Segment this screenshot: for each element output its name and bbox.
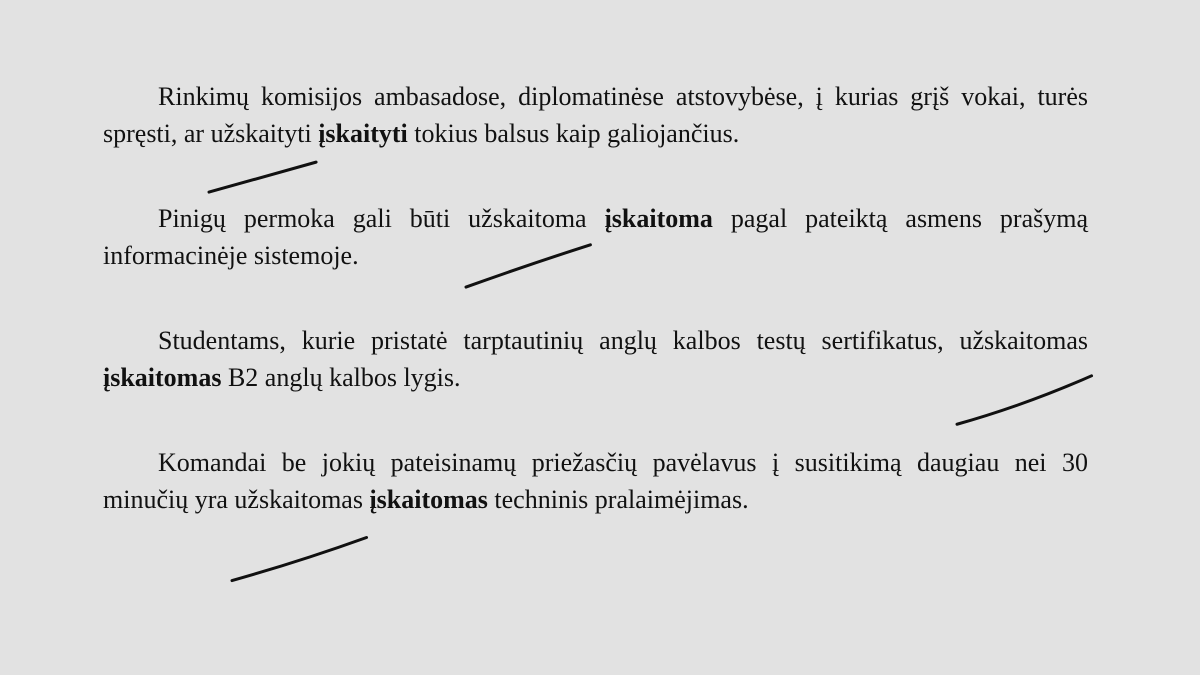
correction-word: įskaitoma (604, 204, 713, 233)
paragraph-text-before: Pinigų permoka gali būti (158, 204, 469, 233)
correction-word: įskaitomas (369, 485, 488, 514)
struck-word-text: užskaityti (210, 119, 312, 148)
struck-word-text: užskaitoma (468, 204, 587, 233)
paragraph-2 (103, 200, 1088, 274)
paragraph-text-after: pagal pateiktą asmens prašymą informacinėje sistemoje. (103, 204, 1088, 270)
paragraph-text-after: tokius balsus kaip galiojančius. (407, 119, 740, 148)
correction-word: įskaitomas (103, 363, 222, 392)
struck-word (468, 200, 586, 237)
paragraph-4 (103, 444, 1088, 518)
correction-word: įskaityti (318, 119, 408, 148)
struck-word (211, 115, 312, 152)
struck-word-text: užskaitomas (959, 326, 1088, 355)
struck-word (234, 481, 363, 518)
paragraph-1 (103, 78, 1088, 152)
paragraph-text-before: Studentams, kurie pristatė tarptautinių anglų kalbos testų sertifikatus, (158, 326, 960, 355)
struck-word-text: užskaitomas (234, 485, 363, 514)
paragraph-text-before: Rinkimų komisijos ambasadose, diplomatinėse atstovybėse, į kurias grįš vokai, turės spręsti, ar (103, 82, 1088, 148)
struck-word (959, 322, 1088, 359)
paragraph-text-after: B2 anglų kalbos lygis. (221, 363, 461, 392)
paragraph-text-after: techninis pralaimėjimas. (487, 485, 749, 514)
document-body (103, 78, 1088, 566)
paragraph-text-before: Komandai be jokių pateisinamų priežasčių pavėlavus į susitikimą daugiau nei 30 minučių yra (103, 448, 1088, 514)
paragraph-3 (103, 322, 1088, 396)
